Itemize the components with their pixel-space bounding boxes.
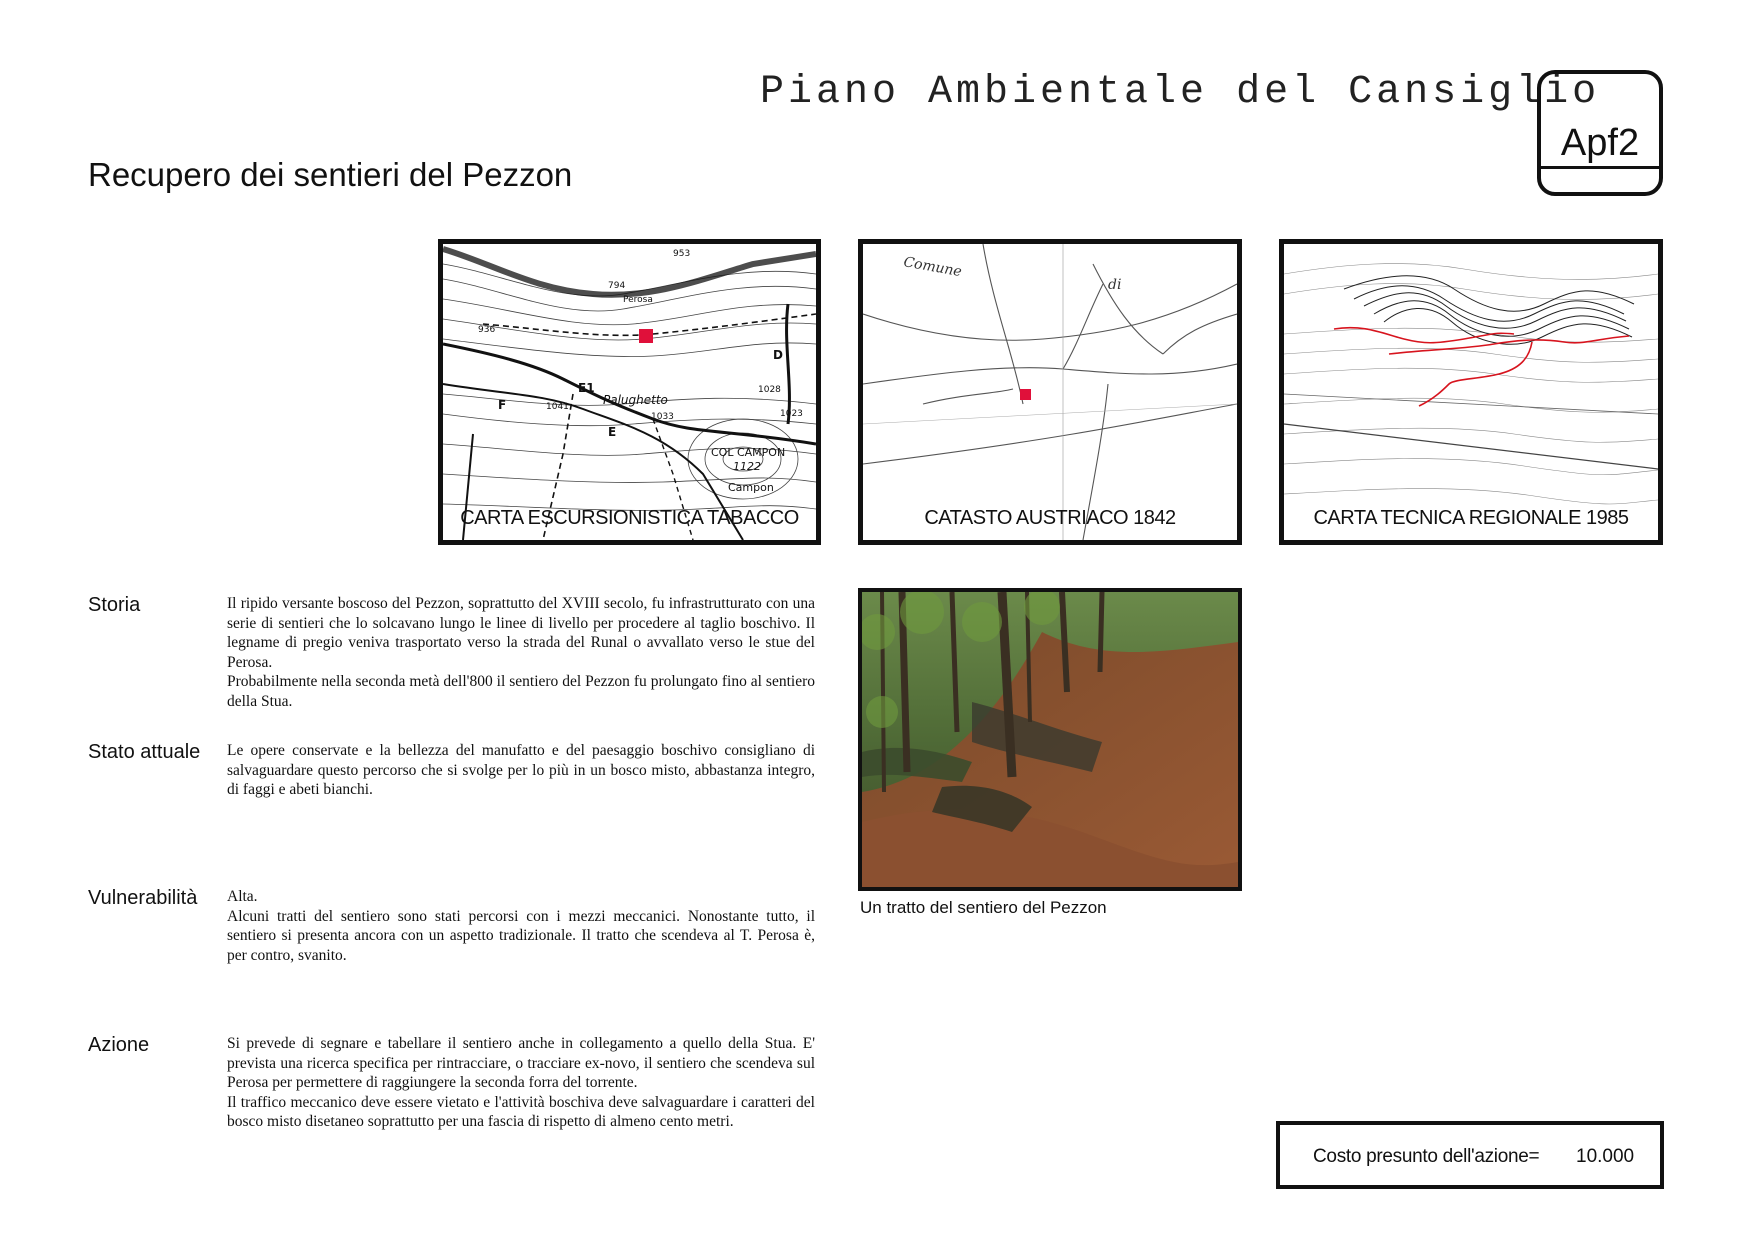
map-tabacco-label-936: 936 [478, 325, 496, 335]
photo-caption: Un tratto del sentiero del Pezzon [860, 898, 1107, 917]
map-tabacco-label-e1: E1 [578, 381, 595, 395]
section-label-vulnerabilita: Vulnerabilità [88, 887, 198, 909]
section-text-storia [227, 594, 815, 712]
section-paragraph: Il ripido versante boscoso del Pezzon, soprattutto del XVIII secolo, fu infrastrutturato con una serie di sentieri che lo solcavano lungo le linee di livello per procedere al taglio boschivo. Il legname di pregio veniva trasportato verso la strada del Runal o avvallato verso le stue del Perosa. [227, 595, 815, 671]
map-tabacco-label-perosa: Perosa [623, 295, 653, 305]
section-text-azione [227, 1034, 815, 1132]
sheet-code-box [1537, 70, 1663, 196]
map-tabacco-drawing [443, 244, 816, 540]
map-catasto-label-comune: Comune [902, 254, 963, 281]
map-tabacco-label-1023: 1023 [780, 409, 803, 419]
section-paragraph: Alcuni tratti del sentiero sono stati percorsi con i mezzi meccanici. Nonostante tutto, il sentiero si presenta ancora con un aspetto tradizionale. Il tratto che scendeva al T. Perosa è, per contro, svanito. [227, 907, 815, 964]
trail-photo [858, 588, 1242, 891]
section-label-storia: Storia [88, 594, 141, 616]
section-paragraph: Probabilmente nella seconda metà dell'800 il sentiero del Pezzon fu prolungato fino al sentiero della Stua. [227, 673, 815, 710]
map-catasto-label-di: di [1108, 277, 1122, 293]
map-tabacco-label-d: D [773, 348, 783, 362]
map-tabacco-label-col-campon: COL CAMPON [711, 446, 786, 459]
section-text-stato-attuale [227, 741, 815, 800]
map-tabacco-label-f: F [498, 398, 507, 412]
section-text-vulnerabilita [227, 887, 815, 965]
map-catasto-location-marker [1020, 389, 1031, 400]
trail-photo-image [862, 592, 1238, 887]
map-tabacco-label-794: 794 [608, 281, 626, 291]
cost-value: 10.000 [1576, 1146, 1635, 1167]
sheet-code: Apf2 [1560, 122, 1640, 164]
plan-title: Piano Ambientale del Cansiglio [760, 70, 1601, 115]
map-tabacco-label-1033: 1033 [651, 412, 674, 422]
page-title: Recupero dei sentieri del Pezzon [88, 156, 573, 193]
section-label-azione: Azione [88, 1034, 150, 1056]
section-paragraph: Il traffico meccanico deve essere vietato e l'attività boschiva deve salvaguardare i caratteri del bosco misto disetaneo soprattutto per una fascia di rispetto di almeno cento metri. [227, 1093, 815, 1131]
section-paragraph: Si prevede di segnare e tabellare il sentiero anche in collegamento a quello della Stua. E' prevista una ricerca specifica per rintracciare, o tracciare ex-novo, il sentiero che scendeva sul Perosa per permettere di raggiungere la seconda forra del torrente. [227, 1035, 815, 1092]
section-paragraph: Alta. [227, 888, 258, 905]
map-ctr-caption: CARTA TECNICA REGIONALE 1985 [1313, 507, 1629, 529]
map-tabacco-label-e: E [608, 425, 617, 439]
map-ctr-drawing [1284, 244, 1658, 540]
map-tabacco-location-marker [639, 329, 653, 343]
map-tabacco-label-1041: 1041 [546, 402, 569, 412]
map-catasto-caption: CATASTO AUSTRIACO 1842 [924, 507, 1176, 529]
cost-box [1276, 1121, 1664, 1189]
map-tabacco-caption: CARTA ESCURSIONISTICA TABACCO [460, 507, 799, 529]
map-tabacco-label-1028: 1028 [758, 385, 781, 395]
map-tabacco-label-953: 953 [673, 249, 691, 259]
map-catasto [858, 239, 1242, 545]
map-tabacco-label-palughetto: Palughetto [603, 393, 668, 407]
map-tabacco [438, 239, 821, 545]
sheet-code-divider [1541, 166, 1659, 169]
map-tabacco-label-1122: 1122 [733, 460, 761, 473]
map-catasto-drawing [863, 244, 1237, 540]
map-ctr-trail-main [1389, 336, 1629, 354]
section-paragraph: Le opere conservate e la bellezza del manufatto e del paesaggio boschivo consigliano di salvaguardare questo percorso che si svolge per lo più in un bosco misto, abbastanza integro, di faggi e abeti bianchi. [227, 742, 815, 799]
map-tabacco-label-campon: Campon [728, 481, 774, 494]
map-ctr [1279, 239, 1663, 545]
cost-label: Costo presunto dell'azione= [1313, 1146, 1540, 1167]
section-label-stato-attuale: Stato attuale [88, 741, 201, 763]
